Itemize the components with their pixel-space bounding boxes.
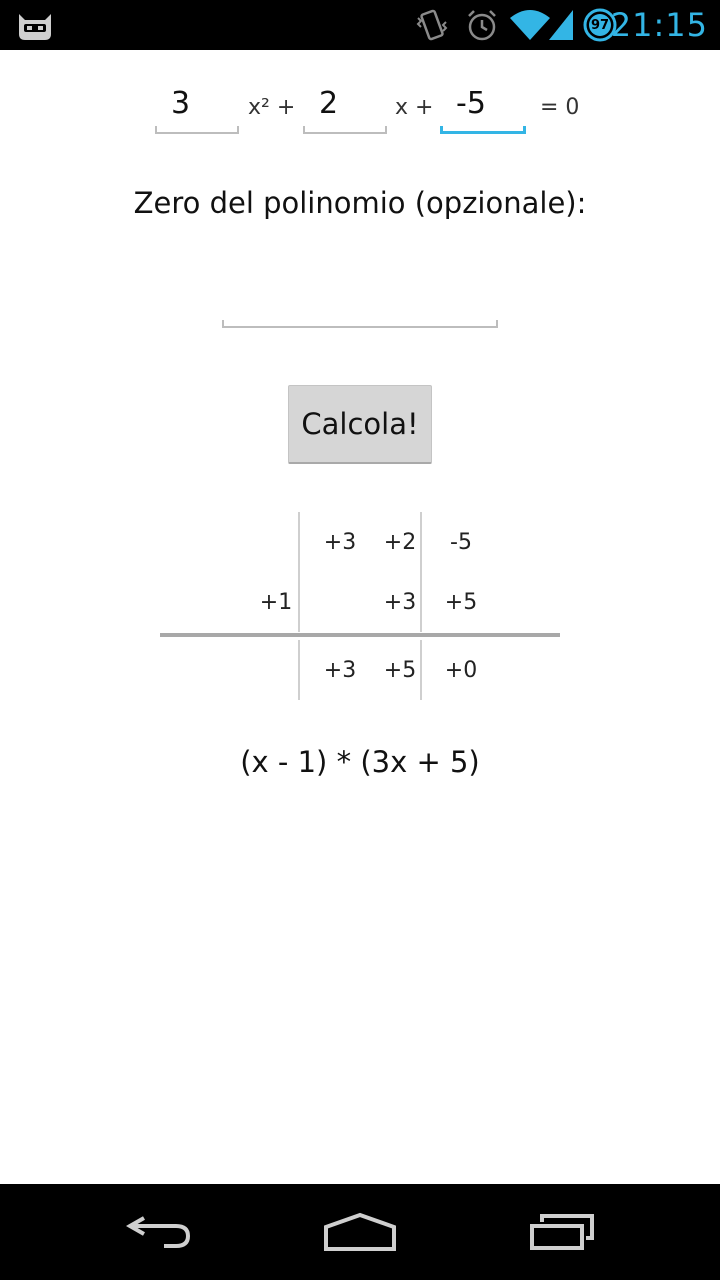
- coefficient-c-value: -5: [456, 86, 486, 121]
- zero-label: Zero del polinomio (opzionale):: [133, 186, 587, 220]
- back-icon: [124, 1212, 196, 1252]
- coefficient-c-input[interactable]: [440, 82, 526, 134]
- signal-icon: [546, 0, 576, 50]
- calculate-button[interactable]: Calcola!: [288, 385, 432, 464]
- ruffini-result-a: +3: [323, 658, 357, 683]
- alarm-icon: [462, 0, 502, 50]
- input-underline-focused: [440, 126, 526, 134]
- home-icon: [322, 1211, 398, 1253]
- ruffini-product-1: +3: [383, 590, 417, 615]
- input-underline: [303, 126, 387, 134]
- recent-apps-button[interactable]: [502, 1184, 622, 1280]
- clock: 21:15: [610, 6, 708, 44]
- ruffini-result-b: +5: [383, 658, 417, 683]
- battery-level: 97: [590, 17, 610, 33]
- recent-apps-icon: [526, 1212, 598, 1252]
- ruffini-divider-left-result: [298, 640, 300, 700]
- ruffini-remainder: +0: [444, 658, 478, 683]
- cyanogen-logo-icon: [14, 0, 56, 50]
- ruffini-root: +1: [259, 590, 293, 615]
- vibrate-icon: [412, 0, 452, 50]
- status-bar: [0, 0, 720, 50]
- coefficient-a-input[interactable]: [155, 82, 239, 134]
- ruffini-product-2: +5: [444, 590, 478, 615]
- coefficient-a-value: 3: [171, 86, 191, 121]
- zero-input[interactable]: [222, 300, 498, 328]
- coefficient-b-input[interactable]: [303, 82, 387, 134]
- navigation-bar: [0, 1184, 720, 1280]
- x-label: x +: [395, 95, 434, 120]
- back-button[interactable]: [100, 1184, 220, 1280]
- ruffini-sum-line: [160, 633, 560, 637]
- ruffini-coef-a: +3: [323, 530, 357, 555]
- home-button[interactable]: [300, 1184, 420, 1280]
- input-underline: [155, 126, 239, 134]
- input-underline: [222, 320, 498, 328]
- ruffini-coef-b: +2: [383, 530, 417, 555]
- ruffini-coef-c: -5: [450, 530, 472, 555]
- factorization-result: (x - 1) * (3x + 5): [240, 745, 480, 779]
- coefficient-b-value: 2: [319, 86, 339, 121]
- x-squared-label: x² +: [248, 95, 296, 120]
- equals-zero-label: = 0: [540, 95, 580, 120]
